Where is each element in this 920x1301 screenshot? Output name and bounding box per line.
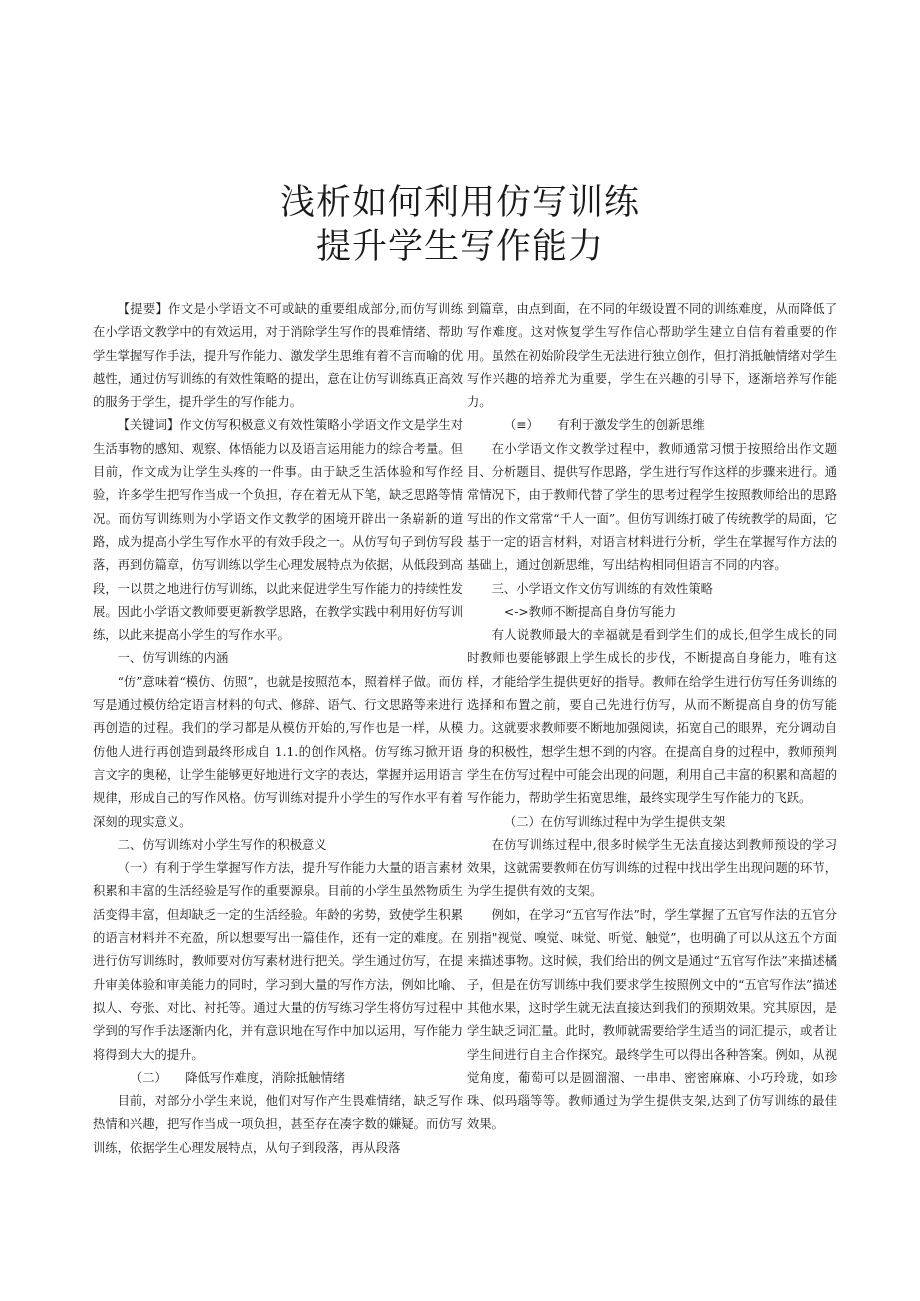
body-paragraph: 目前，对部分小学生来说，他们对写作产生畏难情绪，缺乏写作热情和兴趣，把写作当成一项负担，甚至存在凑字数的嫌疑。而仿写训练，依据学生心理发展特点，从句子到段落，再从段落 bbox=[93, 1094, 463, 1155]
abstract-paragraph: 【提要】作文是小学语文不可或缺的重要组成部分,而仿写训练在小学语文教学中的有效运用，对于消除学生写作的畏难情绪、帮助学生掌握写作手法，提升写作能力、激发学生思维有着不言而喻的优越性，通过仿写训练的有效性策略的提出，意在让仿写训练真正高效的服务于学生，提升学生的写作能力。 bbox=[93, 302, 463, 410]
section-heading-3: 三、小学语文作文仿写训练的有效性策略 bbox=[491, 581, 713, 596]
subsection-heading: （二） 降低写作难度，消除抵触情绪 bbox=[129, 1070, 346, 1085]
right-column bbox=[467, 298, 837, 1137]
body-paragraph: 在小学语文作文教学过程中，教师通常习惯于按照给出作文题目、分析题目、提供写作思路，学生进行写作这样的步骤来进行。通常情况下，由于教师代替了学生的思考过程学生按照教师给出的思路写出的作文常常“千人一面”。但仿写训练打破了传统教学的局面，它基于一定的语言材料，对语言材料进行分析，学生在掌握写作方法的基础上，通过创新思维，写出结构相同但语言不同的内容。 bbox=[467, 441, 837, 573]
body-paragraph: 例如，在学习“五官写作法”时，学生掌握了五官写作法的五官分别指"视觉、嗅觉、味觉、听觉、触觉”，也明确了可以从这五个方面来描述事物。这时候，我们给出的例文是通过“五官写作法”来描述橘子，但是在仿写训练中我们要求学生按照例文中的“五官写作法”描述其他水果，这时学生就无法直接达到我们的预期效果。究其原因，是学生缺乏词汇量。此时，教师就需要给学生适当的词汇提示，或者让学生间进行自主合作探究。最终学生可以得出各种答案。例如，从视觉角度，葡萄可以是圆溜溜、一串串、密密麻麻、小巧玲珑，如珍珠、似玛瑙等等。教师通过为学生提供支架,达到了仿写训练的最佳效果。 bbox=[467, 907, 837, 1132]
subsection-heading: （≡） 有利于激发学生的创新思维 bbox=[503, 418, 705, 433]
section-heading-2: 二、仿写训练对小学生写作的积极意义 bbox=[117, 837, 327, 852]
title-line-2: 提升学生写作能力 bbox=[315, 227, 604, 267]
subsection-heading: <->教师不断提高自身仿写能力 bbox=[503, 604, 677, 619]
section-heading-1: 一、仿写训练的内涵 bbox=[117, 651, 229, 666]
body-paragraph: （一）有利于学生掌握写作方法，提升写作能力大量的语言素材积累和丰富的生活经验是写作的重要源泉。目前的小学生虽然物质生活变得丰富，但却缺乏一定的生活经验。年龄的劣势，致使学生积累的语言材料并不充盈，所以想要写出一篇佳作，还有一定的难度。在进行仿写训练时，教师要对仿写素材进行把关。学生通过仿写，在提升审美体验和审美能力的同时，学习到大量的写作方法，例如比喻、拟人、夸张、对比、衬托等。通过大量的仿写练习学生将仿写过程中学到的写作手法逐渐内化，并有意识地在写作中加以运用，写作能力将得到大大的提升。 bbox=[93, 861, 463, 1062]
article-title bbox=[0, 181, 920, 269]
continued-paragraph: 到篇章，由点到面，在不同的年级设置不同的训练难度，从而降低了写作难度。这对恢复学生写作信心帮助学生建立自信有着重要的作用。虽然在初始阶段学生无法进行独立创作，但打消抵触情绪对学生写作兴趣的培养尤为重要，学生在兴趣的引导下，逐渐培养写作能力。 bbox=[467, 302, 837, 410]
body-paragraph: “仿”意味着“模仿、仿照”，也就是按照范本，照着样子做。而仿写是通过模仿给定语言材料的句式、修辞、语气、行文思路等来进行再创造的过程。我们的学习都是从模仿开始的,写作也是一样，从模仿他人进行再创造到最终形成自 1.1.的创作风格。仿写练习掀开语言文字的奥秘，让学生能够更好地进行文字的表达，掌握并运用语言规律，形成自己的写作风格。仿写训练对提升小学生的写作水平有着深刻的现实意义。 bbox=[93, 674, 463, 829]
body-paragraph: 有人说教师最大的幸福就是看到学生们的成长,但学生成长的同时教师也要能够跟上学生成长的步伐，不断提高自身能力，唯有这样，才能给学生提供更好的指导。教师在给学生进行仿写任务训练的选择和布置之前，要自己先进行仿写，从而不断提高自身的仿写能力。这就要求教师要不断地加强阅读，拓宽自己的眼界，充分调动自身的积极性，想学生想不到的内容。在提高自身的过程中，教师预判学生在仿写过程中可能会出现的问题，利用自己丰富的积累和高超的写作能力，帮助学生拓宽思维，最终实现学生写作能力的飞跃。 bbox=[467, 628, 837, 806]
keywords-paragraph: 【关键词】作文仿写积极意义有效性策略小学语文作文是学生对生活事物的感知、观察、体悟能力以及语言运用能力的综合考量。但目前，作文成为让学生头疼的一件事。由于缺乏生活体验和写作经验，许多学生把写作当成一个负担，存在着无从下笔，缺乏思路等情况。而仿写训练则为小学语文作文教学的困境开辟出一条崭新的道路，成为提高小学生写作水平的有效手段之一。从仿写句子到仿写段落，再到仿篇章，仿写训练以学生心理发展特点为依据，从低段到高段，一以贯之地进行仿写训练，以此来促进学生写作能力的持续性发展。因此小学语文教师要更新教学思路，在教学实践中利用好仿写训练，以此来提高小学生的写作水平。 bbox=[93, 418, 463, 643]
body-paragraph: 在仿写训练过程中,很多时候学生无法直接达到教师预设的学习效果，这就需要教师在仿写训练的过程中找出学生出现问题的环节，为学生提供有效的支架。 bbox=[467, 837, 837, 899]
subsection-heading: （二）在仿写训练过程中为学生提供支架 bbox=[503, 814, 726, 829]
left-column bbox=[93, 298, 463, 1160]
title-line-1: 浅析如何利用仿写训练 bbox=[279, 183, 640, 223]
